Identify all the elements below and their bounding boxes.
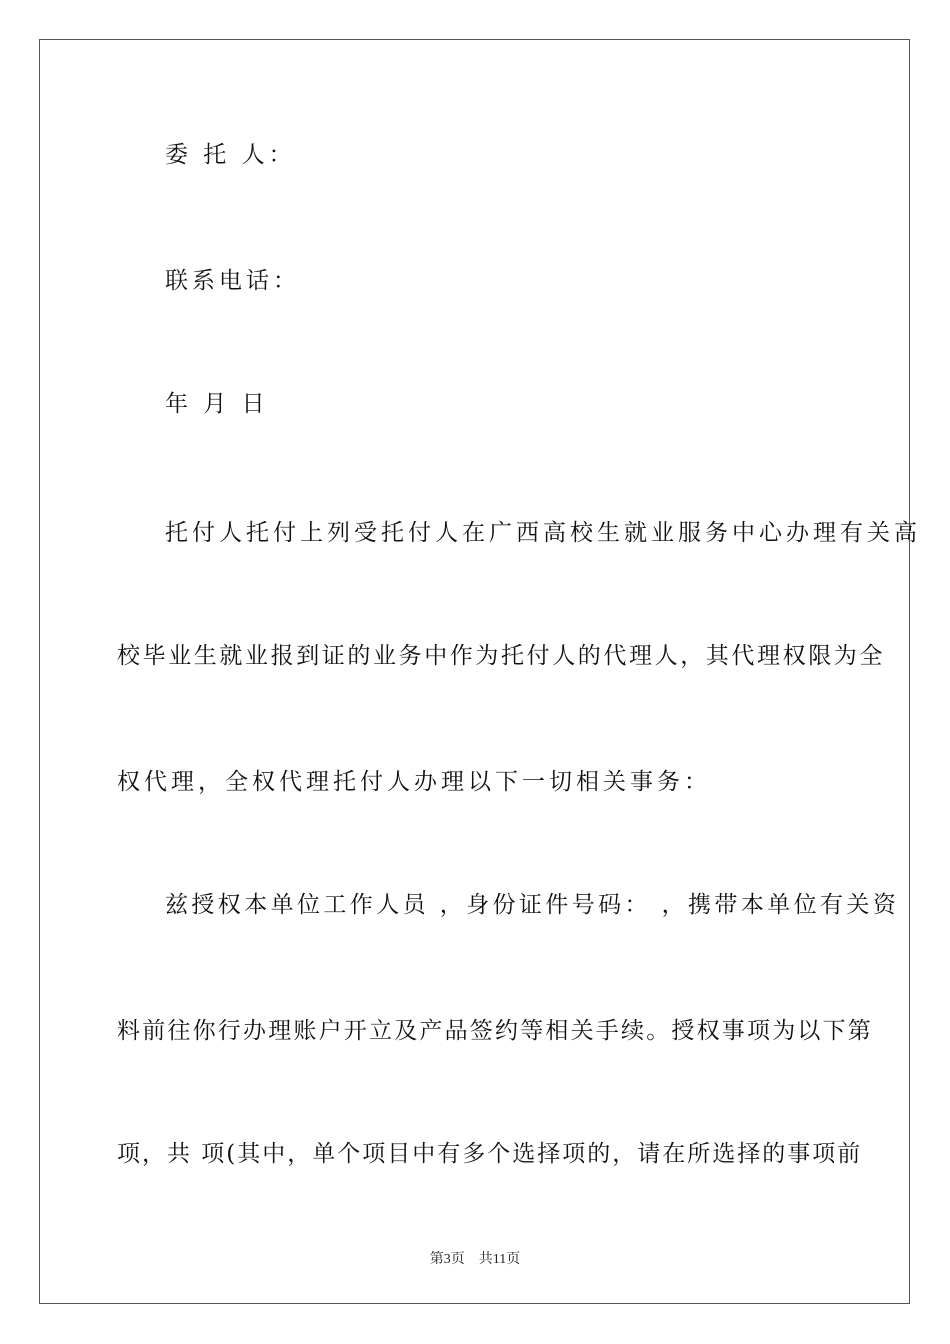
text-line-paragraph1-1: 托付人托付上列受托付人在广西高校生就业服务中心办理有关高 [165, 520, 921, 546]
page-border [39, 39, 910, 1304]
text-line-paragraph2-1: 兹授权本单位工作人员 ，身份证件号码： ，携带本单位有关资 [165, 892, 900, 918]
page-footer [0, 1248, 950, 1268]
text-line-paragraph1-3: 权代理，全权代理托付人办理以下一切相关事务： [117, 769, 711, 795]
text-line-paragraph2-3: 项，共 项(其中，单个项目中有多个选择项的，请在所选择的事项前 [117, 1141, 863, 1167]
text-line-paragraph2-2: 料前往你行办理账户开立及产品签约等相关手续。授权事项为以下第 [117, 1018, 873, 1044]
text-line-paragraph1-2: 校毕业生就业报到证的业务中作为托付人的代理人，其代理权限为全 [117, 643, 885, 669]
text-line-delegate: 委 托 人： [165, 142, 296, 168]
page-number: 第3页 [429, 1252, 465, 1267]
page-total: 共11页 [478, 1252, 521, 1267]
text-line-date: 年 月 日 [165, 391, 269, 417]
text-line-phone: 联系电话： [165, 268, 300, 294]
